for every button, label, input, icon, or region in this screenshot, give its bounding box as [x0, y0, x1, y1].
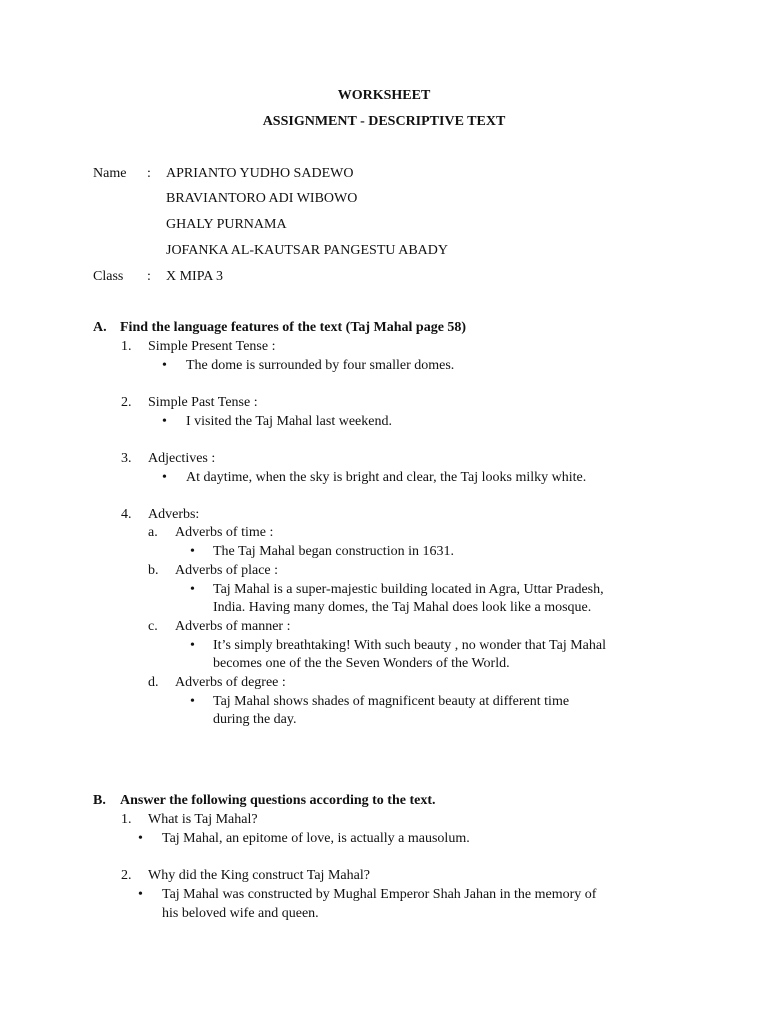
sub-label: Adverbs of place :: [175, 563, 279, 578]
section-a-heading: Find the language features of the text (Taj Mahal page 58): [120, 320, 467, 335]
bullet-icon: •: [162, 358, 167, 373]
bullet-icon: •: [162, 470, 167, 485]
item-label: Simple Present Tense :: [148, 339, 276, 354]
item-label: Simple Past Tense :: [148, 395, 258, 410]
section-b-letter: B.: [93, 793, 106, 808]
bullet-text: It’s simply breathtaking! With such beauty , no wonder that Taj Mahal: [213, 638, 606, 653]
bullet-icon: •: [190, 638, 195, 653]
question-text: Why did the King construct Taj Mahal?: [148, 868, 370, 883]
sub-label: Adverbs of time :: [175, 525, 274, 540]
bullet-text: Taj Mahal is a super-majestic building located in Agra, Uttar Pradesh,: [213, 582, 604, 597]
student-name-4: JOFANKA AL-KAUTSAR PANGESTU ABADY: [166, 243, 448, 258]
answer-text: Taj Mahal was constructed by Mughal Emperor Shah Jahan in the memory of: [162, 887, 597, 902]
sub-label: Adverbs of manner :: [175, 619, 291, 634]
bullet-icon: •: [138, 887, 143, 902]
bullet-text: I visited the Taj Mahal last weekend.: [186, 414, 392, 429]
name-label: Name: [93, 166, 127, 181]
bullet-text: Taj Mahal shows shades of magnificent beauty at different time: [213, 694, 570, 709]
worksheet-title: WORKSHEET: [337, 88, 431, 103]
bullet-icon: •: [138, 831, 143, 846]
name-colon: :: [147, 166, 151, 181]
item-label: Adjectives :: [148, 451, 216, 466]
sub-letter: c.: [148, 619, 158, 634]
bullet-text: At daytime, when the sky is bright and clear, the Taj looks milky white.: [186, 470, 587, 485]
class-colon: :: [147, 269, 151, 284]
bullet-text-continued: India. Having many domes, the Taj Mahal does look like a mosque.: [213, 600, 592, 615]
bullet-icon: •: [190, 544, 195, 559]
bullet-icon: •: [190, 694, 195, 709]
bullet-icon: •: [162, 414, 167, 429]
answer-text: Taj Mahal, an epitome of love, is actually a mausolum.: [162, 831, 470, 846]
bullet-text: The dome is surrounded by four smaller domes.: [186, 358, 455, 373]
item-number: 3.: [121, 451, 132, 466]
sub-label: Adverbs of degree :: [175, 675, 286, 690]
student-name-1: APRIANTO YUDHO SADEWO: [166, 166, 354, 181]
item-number: 1.: [121, 339, 132, 354]
item-label: Adverbs:: [148, 507, 200, 522]
question-number: 1.: [121, 812, 132, 827]
sub-letter: d.: [148, 675, 159, 690]
item-number: 2.: [121, 395, 132, 410]
item-number: 4.: [121, 507, 132, 522]
question-text: What is Taj Mahal?: [148, 812, 258, 827]
class-value: X MIPA 3: [166, 269, 224, 284]
student-name-3: GHALY PURNAMA: [166, 217, 287, 232]
section-b-heading: Answer the following questions according to the text.: [120, 793, 436, 808]
answer-text-continued: his beloved wife and queen.: [162, 906, 319, 921]
assignment-subtitle: ASSIGNMENT - DESCRIPTIVE TEXT: [262, 114, 506, 129]
class-label: Class: [93, 269, 124, 284]
section-a-letter: A.: [93, 320, 107, 335]
bullet-text: The Taj Mahal began construction in 1631.: [213, 544, 454, 559]
bullet-text-continued: during the day.: [213, 712, 297, 727]
bullet-icon: •: [190, 582, 195, 597]
bullet-text-continued: becomes one of the the Seven Wonders of the World.: [213, 656, 510, 671]
student-name-2: BRAVIANTORO ADI WIBOWO: [166, 191, 358, 206]
sub-letter: a.: [148, 525, 158, 540]
sub-letter: b.: [148, 563, 159, 578]
question-number: 2.: [121, 868, 132, 883]
